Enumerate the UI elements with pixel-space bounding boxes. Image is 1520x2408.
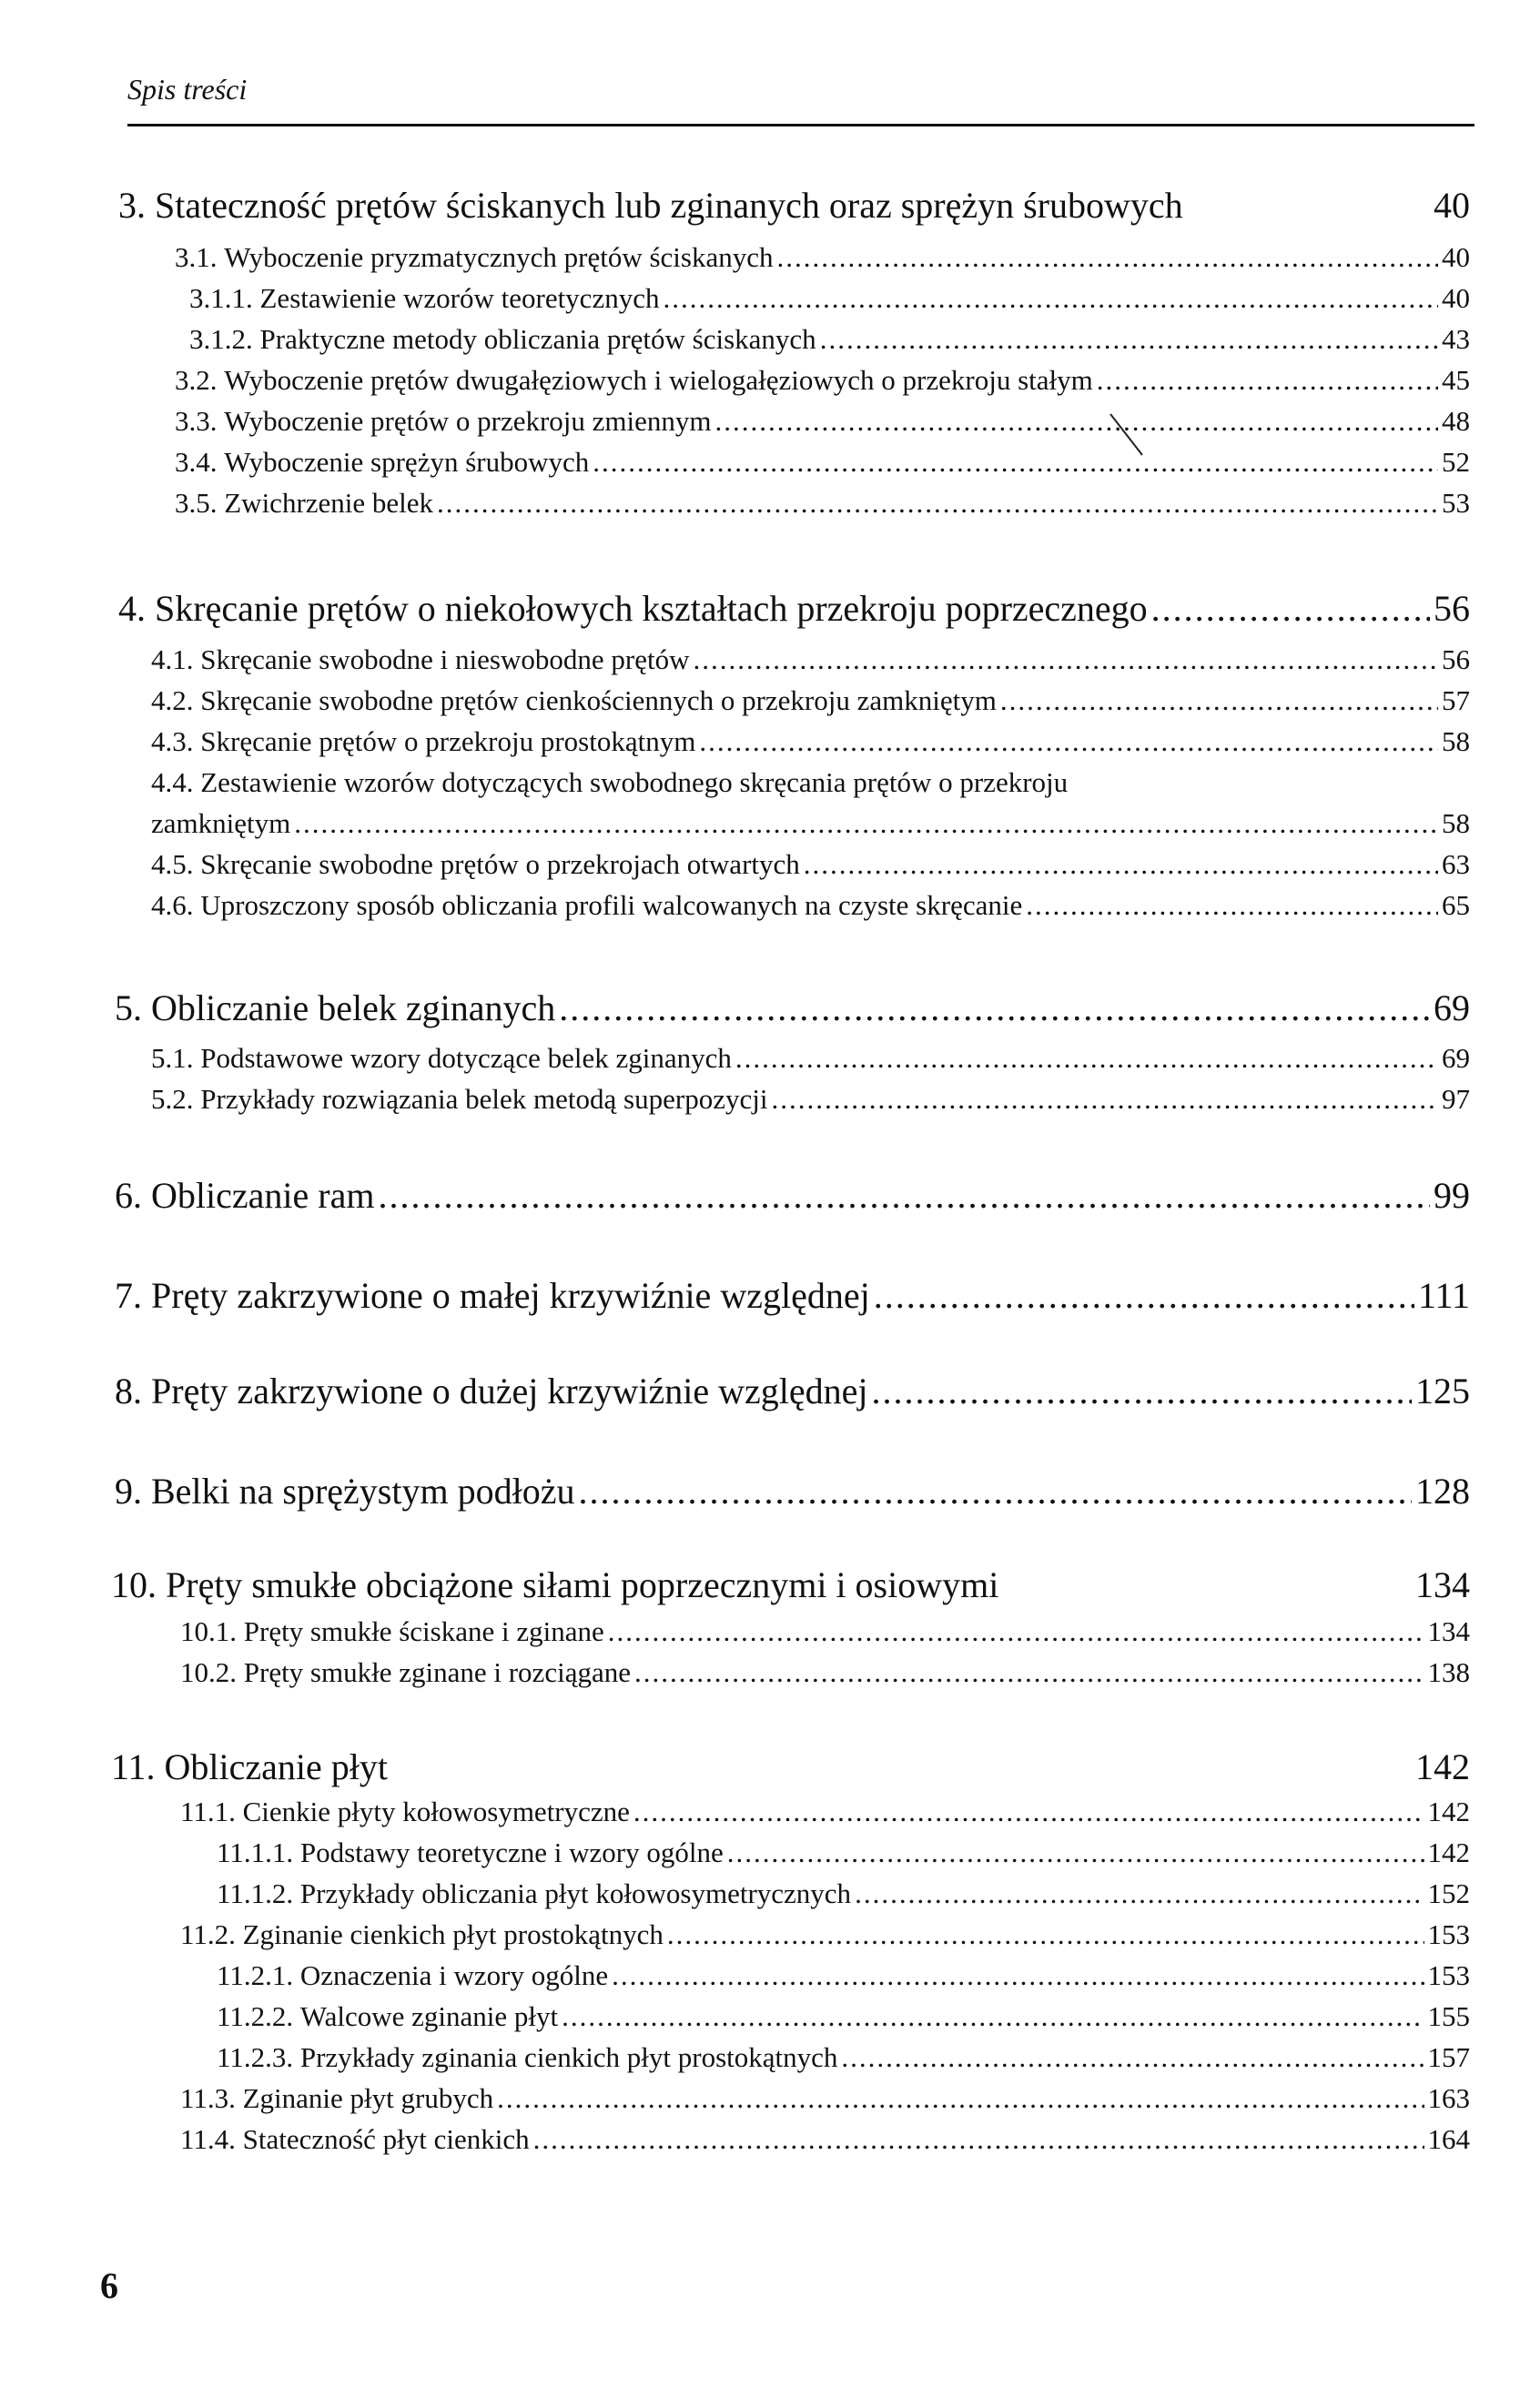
toc-title: Podstawy teoretyczne i wzory ogólne: [299, 1836, 724, 1868]
toc-page: 40: [1442, 282, 1470, 314]
toc-leader: [378, 1174, 1430, 1217]
toc-leader: [608, 1615, 1424, 1648]
toc-leader: [804, 848, 1438, 881]
toc-number: 3.3.: [175, 405, 218, 437]
toc-number: 11.2.2.: [217, 2000, 294, 2032]
toc-page: 58: [1442, 807, 1470, 839]
toc-number: 8.: [115, 1371, 142, 1411]
toc-chapter-4[interactable]: [118, 587, 1470, 630]
toc-page: 58: [1442, 725, 1470, 757]
toc-title: Skręcanie swobodne i nieswobodne prętów: [200, 643, 690, 675]
toc-title: Zginanie płyt grubych: [242, 2082, 494, 2114]
toc-title: Pręty zakrzywione o dużej krzywiźnie względnej: [151, 1371, 868, 1411]
toc-section-3-3[interactable]: [175, 405, 1470, 438]
toc-title: Wyboczenie prętów dwugałęziowych i wielogałęziowych o przekroju stałym: [224, 364, 1093, 396]
toc-title: Pręty smukłe zginane i rozciągane: [243, 1656, 631, 1688]
toc-title: Zestawienie wzorów teoretycznych: [259, 282, 660, 314]
toc-title: Skręcanie prętów o przekroju prostokątnym: [200, 725, 696, 757]
toc-leader: [593, 446, 1438, 479]
toc-section-3-5[interactable]: [175, 487, 1470, 520]
toc-number: 11.2.1.: [217, 1959, 294, 1991]
toc-leader: [663, 282, 1438, 315]
toc-subsection-11-1-1[interactable]: [217, 1836, 1470, 1869]
toc-page: 97: [1442, 1083, 1470, 1115]
toc-page: 152: [1427, 1877, 1470, 1909]
toc-page: 134: [1427, 1615, 1470, 1647]
toc-title: Podstawowe wzory dotyczące belek zginanych: [200, 1042, 732, 1074]
toc-page: 48: [1442, 405, 1470, 437]
toc-leader: [559, 986, 1430, 1029]
toc-number: 3.2.: [175, 364, 218, 396]
toc-section-4-4[interactable]: [151, 766, 1470, 799]
toc-title: Przykłady zginania cienkich płyt prostokątnych: [299, 2041, 838, 2073]
toc-number: 5.: [115, 987, 142, 1028]
toc-number: 3.1.2.: [189, 323, 253, 355]
toc-leader: [533, 2123, 1424, 2156]
toc-leader: [667, 1918, 1424, 1951]
header-rule: [127, 124, 1474, 126]
toc-page: 53: [1442, 487, 1470, 519]
toc-page: 134: [1415, 1564, 1470, 1605]
toc-page: 69: [1434, 987, 1470, 1028]
toc-section-3-1[interactable]: [175, 241, 1470, 274]
toc-leader: [497, 2082, 1424, 2115]
toc-page: 69: [1442, 1042, 1470, 1074]
toc-leader: [693, 643, 1438, 676]
toc-section-10-2[interactable]: [180, 1656, 1470, 1689]
toc-chapter-7[interactable]: [115, 1274, 1470, 1317]
toc-page: 142: [1427, 1796, 1470, 1827]
toc-leader: [735, 1042, 1438, 1075]
toc-section-4-5[interactable]: [151, 848, 1470, 881]
toc-number: 11.2.: [180, 1918, 236, 1950]
toc-page: 153: [1427, 1959, 1470, 1991]
toc-page: 153: [1427, 1918, 1470, 1950]
toc-leader: [437, 487, 1438, 520]
toc-leader: [562, 2000, 1424, 2033]
toc-leader: [578, 1470, 1412, 1513]
toc-leader: [1097, 364, 1438, 397]
toc-chapter-8[interactable]: [115, 1370, 1470, 1412]
toc-title: Skręcanie swobodne prętów o przekrojach otwartych: [200, 848, 800, 880]
toc-leader: [1000, 684, 1438, 717]
toc-title: Pręty smukłe obciążone siłami poprzecznymi i osiowymi: [166, 1564, 999, 1605]
toc-section-11-2[interactable]: [180, 1918, 1470, 1951]
toc-number: 3.1.: [175, 241, 218, 273]
toc-subsection-3-1-2[interactable]: [189, 323, 1470, 356]
toc-chapter-11[interactable]: [111, 1745, 1470, 1788]
toc-leader: [874, 1274, 1414, 1317]
toc-section-4-6[interactable]: [151, 889, 1470, 922]
pen-mark: [1106, 410, 1160, 464]
toc-section-4-3[interactable]: [151, 725, 1470, 758]
toc-title: Wyboczenie sprężyn śrubowych: [224, 446, 590, 478]
toc-page: 157: [1427, 2041, 1470, 2073]
toc-page: 142: [1415, 1746, 1470, 1787]
toc-title: Obliczanie płyt: [164, 1746, 388, 1787]
toc-title: Zginanie cienkich płyt prostokątnych: [242, 1918, 664, 1950]
toc-page: 111: [1417, 1275, 1470, 1316]
toc-leader: [1151, 587, 1430, 630]
toc-section-4-2[interactable]: [151, 684, 1470, 717]
toc-title: Obliczanie belek zginanych: [151, 987, 556, 1028]
toc-number: 6.: [115, 1175, 142, 1216]
toc-page: 128: [1415, 1471, 1470, 1512]
toc-chapter-3[interactable]: [118, 184, 1470, 227]
toc-page: 57: [1442, 684, 1470, 716]
toc-section-11-4[interactable]: [180, 2123, 1470, 2156]
toc-number: 4.1.: [151, 643, 194, 675]
toc-subsection-3-1-1[interactable]: [189, 282, 1470, 315]
toc-number: 10.: [111, 1564, 157, 1605]
toc-number: 3.4.: [175, 446, 218, 478]
toc-number: 3.: [118, 185, 146, 226]
toc-page: 63: [1442, 848, 1470, 880]
header-title: Spis treści: [127, 73, 248, 106]
toc-section-5-2[interactable]: [151, 1083, 1470, 1116]
toc-number: 7.: [115, 1275, 142, 1316]
toc-leader: [871, 1370, 1412, 1412]
toc-number: 4.2.: [151, 684, 194, 716]
toc-title: Uproszczony sposób obliczania profili walcowanych na czyste skręcanie: [200, 889, 1023, 921]
toc-subsection-11-1-2[interactable]: [217, 1877, 1470, 1910]
toc-number: 5.1.: [151, 1042, 194, 1074]
toc-title: Obliczanie ram: [151, 1175, 375, 1216]
toc-page: 65: [1442, 889, 1470, 921]
toc-title: zamkniętym: [151, 807, 291, 839]
toc-page: 52: [1442, 446, 1470, 478]
toc-chapter-10[interactable]: [111, 1563, 1470, 1606]
toc-page: 138: [1427, 1656, 1470, 1688]
toc-number: 4.5.: [151, 848, 194, 880]
toc-number: 11.: [111, 1746, 156, 1787]
toc-number: 3.1.1.: [189, 282, 253, 314]
toc-page: 56: [1442, 643, 1470, 675]
toc-section-4-1[interactable]: [151, 643, 1470, 676]
toc-leader: [820, 323, 1438, 356]
toc-number: 9.: [115, 1471, 142, 1512]
toc-title: Stateczność płyt cienkich: [242, 2123, 530, 2155]
toc-section-3-2[interactable]: [175, 364, 1470, 397]
toc-section-10-1[interactable]: [180, 1615, 1470, 1648]
toc-title: Praktyczne metody obliczania prętów ściskanych: [259, 323, 816, 355]
toc-page: 56: [1434, 588, 1470, 629]
toc-leader: [715, 405, 1438, 438]
toc-leader: [1026, 889, 1438, 922]
toc-title: Zestawienie wzorów dotyczących swobodnego skręcania prętów o przekroju: [200, 766, 1069, 798]
toc-number: 11.1.: [180, 1796, 236, 1827]
toc-leader: [699, 725, 1438, 758]
toc-leader: [294, 807, 1438, 840]
toc-leader: [841, 2041, 1424, 2074]
toc-title: Pręty zakrzywione o małej krzywiźnie względnej: [151, 1275, 870, 1316]
toc-page: 43: [1442, 323, 1470, 355]
toc-number: 11.4.: [180, 2123, 236, 2155]
toc-leader: [633, 1796, 1424, 1828]
toc-subsection-11-2-2[interactable]: [217, 2000, 1470, 2033]
toc-title: Skręcanie swobodne prętów cienkościennych o przekroju zamkniętym: [200, 684, 997, 716]
toc-page: 99: [1434, 1175, 1470, 1216]
toc-section-4-4-continued[interactable]: [151, 807, 1470, 840]
toc-leader: [777, 241, 1439, 274]
toc-number: 10.2.: [180, 1656, 237, 1688]
toc-title: Wyboczenie prętów o przekroju zmiennym: [224, 405, 712, 437]
toc-page: 40: [1442, 241, 1470, 273]
toc-section-11-3[interactable]: [180, 2082, 1470, 2115]
toc-title: Cienkie płyty kołowosymetryczne: [242, 1796, 630, 1827]
toc-page: 45: [1442, 364, 1470, 396]
toc-title: Wyboczenie pryzmatycznych prętów ściskanych: [224, 241, 774, 273]
toc-leader: [612, 1959, 1424, 1992]
toc-subsection-11-2-3[interactable]: [217, 2041, 1470, 2074]
toc-title: Belki na sprężystym podłożu: [151, 1471, 575, 1512]
toc-section-5-1[interactable]: [151, 1042, 1470, 1075]
toc-number: 11.2.3.: [217, 2041, 294, 2073]
toc-title: Zwichrzenie belek: [224, 487, 434, 519]
toc-leader: [727, 1836, 1424, 1869]
toc-chapter-9[interactable]: [115, 1470, 1470, 1513]
toc-page: 163: [1427, 2082, 1470, 2114]
toc-number: 4.: [118, 588, 146, 629]
toc-leader: [634, 1656, 1424, 1689]
toc-page: 40: [1434, 185, 1470, 226]
toc-title: Walcowe zginanie płyt: [299, 2000, 559, 2032]
toc-title: Pręty smukłe ściskane i zginane: [243, 1615, 604, 1647]
toc-section-3-4[interactable]: [175, 446, 1470, 479]
toc-number: 4.6.: [151, 889, 194, 921]
toc-subsection-11-2-1[interactable]: [217, 1959, 1470, 1992]
toc-number: 5.2.: [151, 1083, 194, 1115]
toc-page: 125: [1415, 1371, 1470, 1411]
toc-number: 3.5.: [175, 487, 218, 519]
toc-title: Skręcanie prętów o niekołowych kształtach przekroju poprzecznego: [155, 588, 1148, 629]
toc-page: 142: [1427, 1836, 1470, 1868]
toc-number: 4.3.: [151, 725, 194, 757]
toc-title: Oznaczenia i wzory ogólne: [299, 1959, 609, 1991]
toc-section-11-1[interactable]: [180, 1796, 1470, 1828]
toc-number: 4.4.: [151, 766, 194, 798]
toc-title: Stateczność prętów ściskanych lub zginanych oraz sprężyn śrubowych: [155, 185, 1183, 226]
toc-chapter-5[interactable]: [115, 986, 1470, 1029]
toc-number: 11.3.: [180, 2082, 236, 2114]
toc-page: 164: [1427, 2123, 1470, 2155]
page-number: 6: [100, 2265, 118, 2306]
toc-chapter-6[interactable]: [115, 1174, 1470, 1217]
toc-number: 11.1.2.: [217, 1877, 294, 1909]
toc-page: 155: [1427, 2000, 1470, 2032]
toc-leader: [855, 1877, 1424, 1910]
toc-title: Przykłady obliczania płyt kołowosymetrycznych: [299, 1877, 852, 1909]
toc-title: Przykłady rozwiązania belek metodą superpozycji: [200, 1083, 768, 1115]
toc-leader: [771, 1083, 1438, 1116]
toc-number: 11.1.1.: [217, 1836, 294, 1868]
toc-number: 10.1.: [180, 1615, 237, 1647]
